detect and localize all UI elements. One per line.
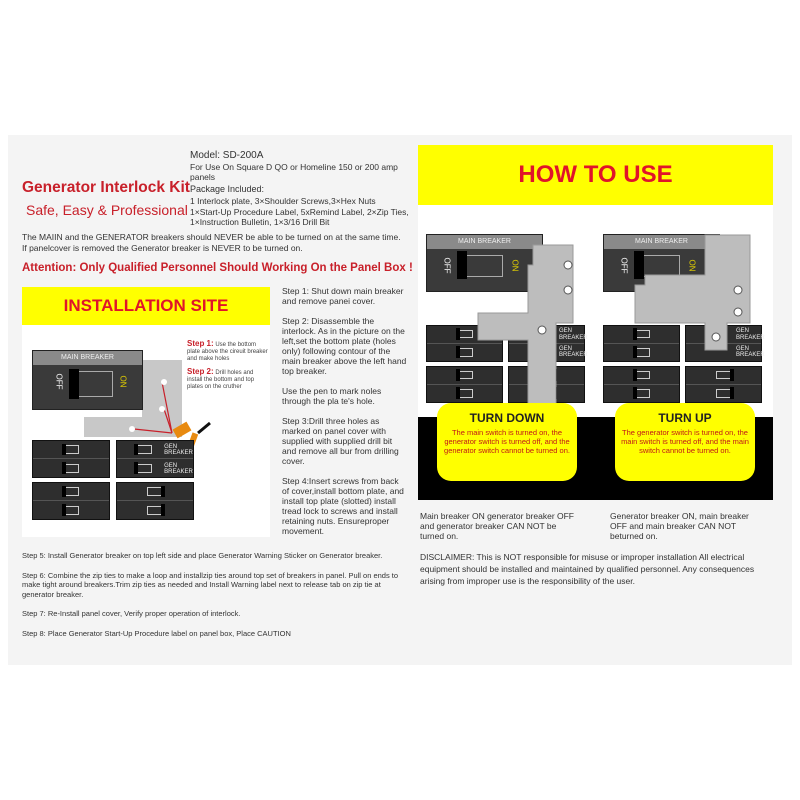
- gen-breaker-label: GEN BREAKER: [164, 462, 193, 475]
- step2-label: Step 2:: [187, 367, 214, 376]
- step-text: Use the pen to mark noles through the pla te's hole.: [282, 386, 382, 406]
- turn-down-box: [437, 403, 577, 481]
- main-breaker: [32, 350, 143, 410]
- hole: [159, 406, 165, 412]
- product-subtitle: Safe, Easy & Professional: [26, 202, 188, 218]
- package-line: 1×Instruction Bulletin, 1×3/16 Drill Bit: [190, 217, 330, 227]
- gen-breaker-label: GEN BREAKER: [164, 444, 193, 457]
- step-text: Step 8: Place Generator Start-Up Procedure label on panel box, Place CAUTION: [22, 628, 291, 638]
- step1-callout: [187, 340, 269, 363]
- off-label: OFF: [442, 257, 452, 274]
- main-breaker-label: MAIN BREAKER: [604, 235, 719, 249]
- step-text: Step 1: Shut down main breaker and remove panei cover.: [282, 286, 404, 306]
- gen-breaker-group: [116, 440, 194, 478]
- off-label: OFF: [619, 257, 629, 274]
- step1-label: Step 1:: [187, 339, 214, 348]
- turn-up-box: [615, 403, 755, 481]
- model-number: Model: SD-200A: [190, 150, 264, 161]
- package-title: Package Included:: [190, 184, 265, 194]
- gen-breaker-label: GEN BREAKER: [559, 328, 588, 341]
- compatibility: For Use On Square D QO or Homeline 150 or 200 amp panels: [190, 162, 398, 182]
- main-breaker-label: MAIN BREAKER: [427, 235, 542, 249]
- hole: [129, 426, 135, 432]
- attention-text: Attention: Only Qualified Personnel Should Working On the Panel Box !: [22, 262, 413, 274]
- breaker-group: [116, 482, 194, 520]
- interlock-plate-down: [418, 235, 598, 415]
- main-switch: [73, 371, 113, 397]
- step-text: Step 4:Insert screws from back of cover,install bottom plate, and install top plate (slotted) install tread lock to screws and install retaining nuts. Ensureproper movement.: [282, 476, 404, 536]
- step2-callout: [187, 368, 269, 391]
- installation-diagram: [22, 325, 270, 537]
- product-title: Generator Interlock Kit: [22, 179, 190, 196]
- breaker-group: [32, 482, 110, 520]
- off-label: OFF: [54, 373, 64, 390]
- plate: [478, 245, 573, 405]
- screw: [564, 261, 572, 269]
- side-steps: [282, 286, 407, 536]
- turn-down-title: TURN DOWN: [469, 411, 545, 425]
- plate: [635, 235, 750, 350]
- step-text: Step 3:Drill three holes as marked on panel cover with supplied with supplied drill bit and remove all bur from drilling cover.: [282, 416, 399, 466]
- breaker-group: [32, 440, 110, 478]
- step-text: Step 7: Re-Install panel cover, Verify proper operation of interlock.: [22, 609, 241, 618]
- interlock-plate-up: [595, 230, 775, 400]
- screw: [538, 326, 546, 334]
- turn-down-caption: Main breaker ON generator breaker OFF and generator breaker CAN NOT be turned on.: [420, 511, 575, 541]
- switch-handle: [69, 369, 79, 399]
- turn-up-caption: Generator breaker ON, main breaker OFF and main breaker CAN NOT beturned on.: [610, 511, 749, 541]
- installation-banner: INSTALLATION SITE: [22, 287, 270, 325]
- main-breaker-label: MAIN BREAKER: [33, 351, 142, 365]
- how-to-use-banner: HOW TO USE: [418, 145, 773, 205]
- step2-text: Drill holes and install the bottom and top plates on the cruther: [187, 370, 255, 390]
- on-label: ON: [687, 259, 697, 272]
- disclaimer: DISCLAIMER: This is NOT responsible for misuse or improper installation All electrical equipment should be installed and maintained by qualified personnel. Any consequences arising from improper use is the responsibility of the user.: [420, 552, 755, 586]
- package-line: 1×Start-Up Procedure Label, 5xRemind Label, 2×Zip Ties,: [190, 206, 409, 217]
- package-list: [190, 196, 409, 228]
- turn-down-text: The main switch is turned on, the generator switch is turned off, and the generator switch cannot be turned on.: [444, 428, 570, 455]
- step-text: Step 5: Install Generator breaker on top left side and place Generator Warning Sticker on Generator breaker.: [22, 551, 383, 560]
- screw: [734, 286, 742, 294]
- screw: [734, 308, 742, 316]
- step-text: Step 6: Combine the zip ties to make a loop and installzip ties around top set of breakers in panel. Pull on ends to make tight around breakers.Trim zip ties as needed and Install Warning label next to release tab on zip tie at generator breaker.: [22, 570, 399, 599]
- package-line: 1 Interlock plate, 3×Shoulder Screws,3×Hex Nuts: [190, 196, 376, 206]
- gen-breaker-label: GEN BREAKER: [559, 345, 588, 358]
- on-label: ON: [510, 259, 520, 272]
- step1-text: Use the bottom plate above the cireuit breaker and make holes: [187, 342, 268, 362]
- step-text: Step 2: Disassemble the interlock. As in the picture on the left,set the bottom plate (holes only) following contour of the main breaker above the left hand top breaker.: [282, 316, 407, 376]
- bottom-steps: [22, 551, 402, 638]
- turn-up-text: The generator switch is turned on, the main switch is turned off, and the main switch cannot be turned on.: [621, 428, 749, 455]
- hole: [161, 379, 167, 385]
- screw: [712, 333, 720, 341]
- on-label: ON: [118, 375, 128, 388]
- gen-breaker-label: GEN BREAKER: [736, 328, 765, 341]
- screw: [564, 286, 572, 294]
- warning-text: The MAIIN and the GENERATOR breakers should NEVER be able to be turned on at the same time. If panelcover is removed the Generator breaker is NEVER to be turned on.: [22, 232, 401, 253]
- gen-breaker-label: GEN BREAKER: [736, 345, 765, 358]
- turn-up-title: TURN UP: [658, 411, 712, 425]
